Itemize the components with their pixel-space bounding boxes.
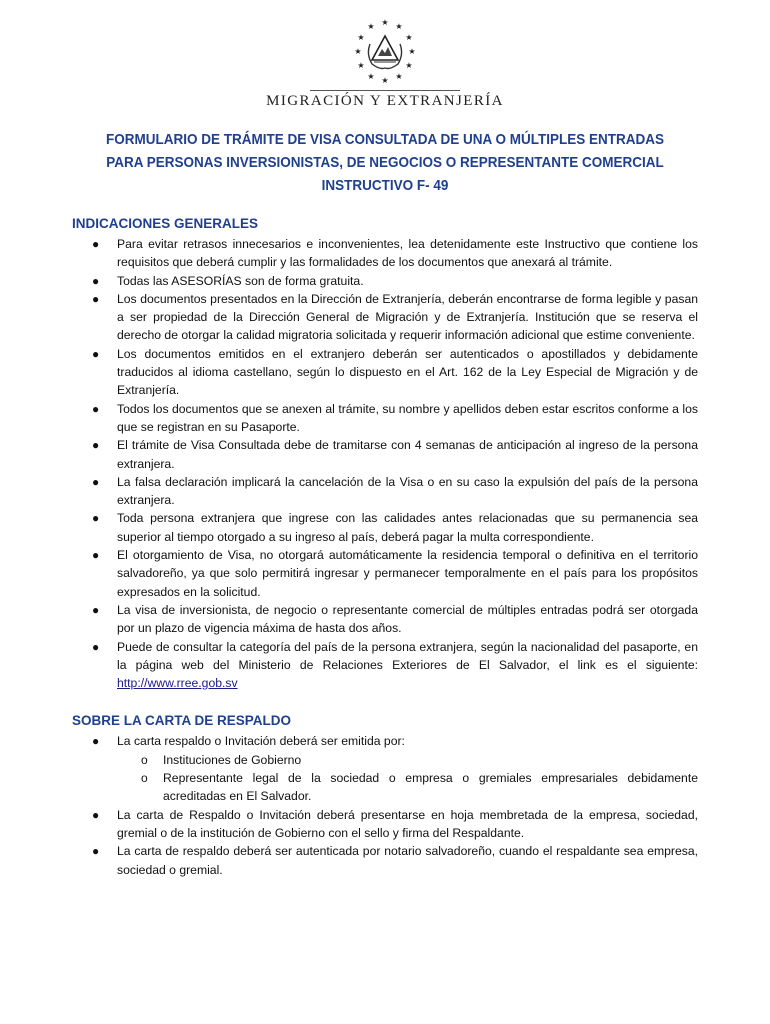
header-rule: [310, 90, 460, 91]
sublist-item: o Instituciones de Gobierno: [117, 751, 698, 769]
document-title: [93, 128, 678, 197]
general-instructions-list: [72, 235, 698, 692]
bullet-icon: ●: [92, 273, 100, 288]
svg-text:★: ★: [367, 22, 375, 31]
bullet-icon: ●: [92, 844, 100, 859]
list-item: ● Los documentos presentados en la Dirección de Extranjería, deberán encontrarse de forma legible y pasan a ser propiedad de la Dirección General de Migración y de Extranjería. Institución que se reserva el derecho de otorgar la calidad migratoria solicitada y requerir información adicional que estime conveniente.: [92, 291, 698, 343]
circle-bullet-icon: o: [141, 752, 148, 767]
title-line-3: INSTRUCTIVO F- 49: [321, 177, 449, 194]
list-item: ● Todos los documentos que se anexen al trámite, su nombre y apellidos deben estar escritos conforme a los que se registran en su Pasaporte.: [92, 401, 698, 434]
bullet-icon: ●: [92, 474, 100, 489]
bullet-icon: ●: [92, 237, 100, 251]
list-item: ● Todas las ASESORÍAS son de forma gratuita.: [72, 272, 698, 290]
title-line-1: FORMULARIO DE TRÁMITE DE VISA CONSULTADA DE UNA O MÚLTIPLES ENTRADAS: [106, 131, 664, 148]
list-item: ● La carta respaldo o Invitación deberá ser emitida por: o Instituciones de Gobierno o Representante legal de la sociedad o empresa o gremiales empresariales debidamente acreditadas en El Salvador.: [72, 732, 698, 805]
bullet-icon: ●: [92, 401, 100, 416]
bullet-icon: ●: [92, 291, 100, 306]
list-item: ● Toda persona extranjera que ingrese con las calidades antes relacionadas que su permanencia sea superior al tiempo otorgado a su ingreso al país, deberá pagar la multa correspondiente.: [92, 511, 698, 544]
agency-name: MIGRACIÓN Y EXTRANJERÍA: [266, 93, 504, 109]
list-item: ● Para evitar retrasos innecesarios e inconvenientes, lea detenidamente este Instructivo que contiene los requisitos que deberá cumplir y las formalidades de los documentos que anexará al trámite.: [92, 237, 698, 270]
bullet-icon: ●: [92, 807, 100, 822]
support-letter-list: [72, 732, 698, 878]
bullet-icon: ●: [92, 734, 100, 749]
svg-text:★: ★: [357, 61, 365, 70]
svg-text:★: ★: [357, 33, 365, 42]
list-item: ● La visa de inversionista, de negocio o representante comercial de múltiples entradas podrá ser otorgada por un plazo de vigencia máxima de hasta dos años.: [92, 602, 698, 636]
bullet-icon: ●: [92, 346, 100, 361]
list-item: ● Los documentos emitidos en el extranjero deberán ser autenticados o apostillados y debidamente traducidos al idioma castellano, según lo dispuesto en el Art. 162 de la Ley Especial de Migración y de Extranjería.: [92, 346, 698, 398]
bullet-icon: ●: [92, 511, 100, 526]
list-item: ● La carta de respaldo deberá ser autenticada por notario salvadoreño, cuando el respaldante sea empresa, sociedad o gremial.: [92, 844, 698, 877]
svg-text:★: ★: [405, 33, 413, 42]
circle-bullet-icon: o: [141, 771, 148, 786]
svg-text:★: ★: [395, 22, 403, 31]
bullet-icon: ●: [92, 548, 100, 563]
svg-text:★: ★: [381, 76, 389, 85]
letterhead: [0, 0, 770, 110]
svg-text:★: ★: [381, 18, 389, 27]
list-item: ● Puede de consultar la categoría del país de la persona extranjera, según la nacionalidad del pasaporte, en la página web del Ministerio de Relaciones Exteriores de El Salvador, el link es el siguiente: http://www.rree.gob.sv: [92, 639, 698, 691]
list-item: ● La carta de Respaldo o Invitación deberá presentarse en hoja membretada de la empresa, sociedad, gremial o de la institución de Gobierno con el sello y firma del Respaldante.: [92, 807, 698, 840]
list-item: ● La falsa declaración implicará la cancelación de la Visa o en su caso la expulsión del país de la persona extranjera.: [92, 474, 698, 508]
issuer-sublist: [117, 751, 698, 806]
bullet-icon: ●: [92, 639, 100, 654]
coat-of-arms-icon: [350, 16, 420, 86]
bullet-icon: ●: [92, 602, 100, 617]
title-line-2: PARA PERSONAS INVERSIONISTAS, DE NEGOCIOS O REPRESENTANTE COMERCIAL: [106, 154, 664, 171]
rree-website-link[interactable]: http://www.rree.gob.sv: [117, 676, 238, 691]
svg-text:★: ★: [354, 47, 362, 56]
section-heading-general: INDICACIONES GENERALES: [72, 216, 259, 231]
svg-text:★: ★: [395, 72, 403, 81]
svg-text:★: ★: [408, 47, 416, 56]
svg-text:★: ★: [405, 61, 413, 70]
svg-text:★: ★: [367, 72, 375, 81]
section-heading-support-letter: SOBRE LA CARTA DE RESPALDO: [72, 713, 292, 729]
list-item: ● El otorgamiento de Visa, no otorgará automáticamente la residencia temporal o definitiva en el territorio salvadoreño, ya que solo permitirá ingresar y permanecer temporalmente en el país para los propósitos expresados en la solicitud.: [92, 548, 698, 599]
bullet-icon: ●: [92, 438, 100, 453]
list-item: ● El trámite de Visa Consultada debe de tramitarse con 4 semanas de anticipación al ingreso de la persona extranjera.: [92, 438, 698, 471]
sublist-item: o Representante legal de la sociedad o empresa o gremiales empresariales debidamente acreditadas en El Salvador.: [141, 771, 698, 804]
